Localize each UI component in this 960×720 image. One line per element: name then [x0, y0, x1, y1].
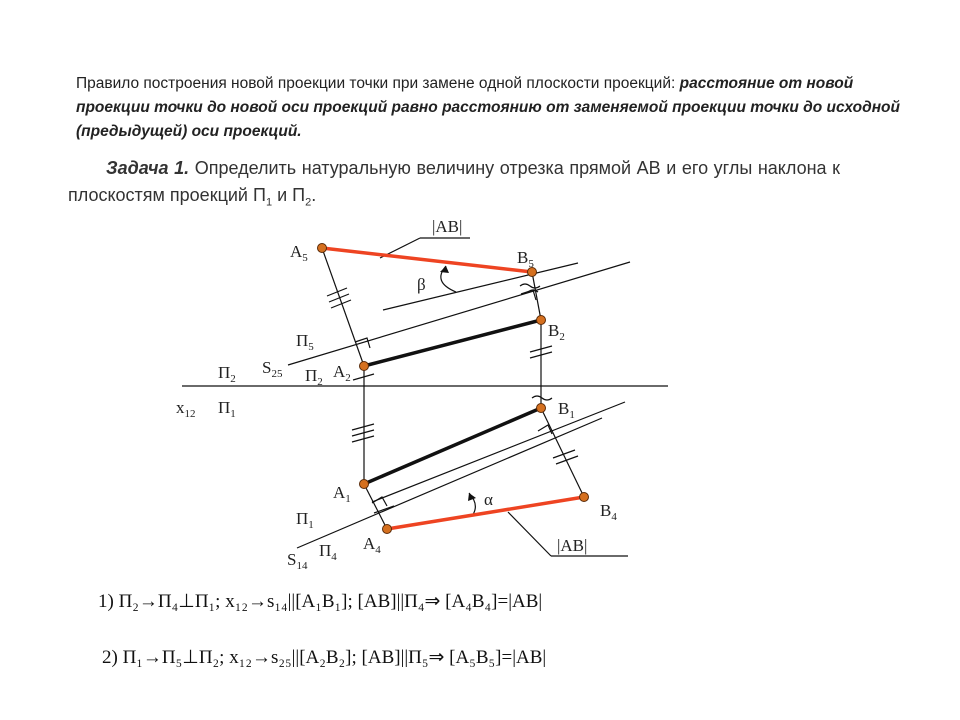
point-B2 [537, 316, 546, 325]
label-A5-letter: A [290, 242, 303, 261]
label-A2-sub: 2 [345, 372, 351, 384]
label-A5-sub: 5 [302, 252, 308, 264]
point-A5 [318, 244, 327, 253]
label-B2-letter: B [548, 321, 560, 340]
leader-bottom [508, 512, 551, 556]
label-P1b-sub: 1 [308, 519, 314, 531]
link-A1-A4 [364, 484, 387, 529]
label-B2-sub: 2 [559, 331, 565, 343]
wave-B1 [532, 396, 552, 400]
label-x12-sub: 12 [184, 408, 196, 420]
ticks-A1A2 [352, 424, 374, 442]
label-ab-top: |AB| [432, 217, 463, 236]
label-P2a-sub: 2 [230, 373, 236, 385]
label-P1a [218, 399, 236, 420]
point-B1 [537, 404, 546, 413]
task-sub1: 1 [265, 196, 273, 209]
label-A4-letter: A [363, 534, 376, 553]
label-P2a-letter: П [218, 363, 231, 382]
point-A1 [360, 480, 369, 489]
label-S14-letter: S [287, 550, 297, 569]
formula-1: 1) П₂→П₄⊥П₁; x₁₂→s₁₄||[A₁B₁]; [AB]||П₄⇒ [A₄B₄]=|AB| [98, 591, 543, 612]
label-S25-letter: S [262, 358, 272, 377]
point-A4 [383, 525, 392, 534]
task-title: Задача 1. [106, 158, 190, 178]
label-A2 [333, 363, 351, 384]
label-P4 [319, 542, 337, 563]
task-mid: и П [272, 185, 306, 205]
segment-A2B2 [364, 320, 541, 366]
label-B4 [600, 502, 617, 523]
label-P2b [305, 367, 323, 388]
label-x12 [176, 399, 196, 420]
axis-s25 [288, 262, 630, 365]
label-A1-letter: A [333, 483, 346, 502]
label-A1-sub: 1 [345, 493, 351, 505]
label-B1-sub: 1 [569, 409, 575, 421]
label-P5-sub: 5 [308, 341, 314, 353]
label-P5-letter: П [296, 331, 309, 350]
label-P1b-letter: П [296, 509, 309, 528]
label-P1a-letter: П [218, 398, 231, 417]
label-S25 [262, 359, 282, 380]
alpha-arrow [468, 493, 476, 501]
label-S14-sub: 14 [296, 560, 308, 572]
label-A4-sub: 4 [375, 544, 381, 556]
label-A4 [363, 535, 381, 556]
label-x12-letter: x [176, 398, 185, 417]
label-S14 [287, 551, 307, 572]
wave-B5 [520, 284, 540, 288]
label-B5-sub: 5 [528, 258, 534, 270]
label-P1b [296, 510, 314, 531]
label-B1-letter: B [558, 399, 570, 418]
label-A1 [333, 484, 351, 505]
link-B5-B2 [532, 272, 541, 320]
label-A5 [290, 243, 308, 264]
label-B4-sub: 4 [611, 511, 617, 523]
task-end: . [311, 185, 317, 205]
label-P4-sub: 4 [331, 551, 337, 563]
label-B5 [517, 249, 534, 270]
label-B1 [558, 400, 575, 421]
label-P5 [296, 332, 314, 353]
rule-lead: Правило построения новой проекции точки при замене одной плоскости проекций: [76, 75, 676, 92]
label-S25-sub: 25 [271, 368, 283, 380]
label-ab-bottom: |AB| [557, 536, 588, 555]
label-alpha: α [484, 490, 493, 509]
label-P1a-sub: 1 [230, 408, 236, 420]
label-A2-letter: A [333, 362, 346, 381]
label-P2a [218, 364, 236, 385]
segment-A5B5 [322, 248, 532, 272]
parallel-line-bottom [372, 402, 625, 502]
task-body: Определить натуральную величину отрезка прямой АВ и его углы наклона к плоскостям проекций П [68, 158, 840, 205]
label-B5-letter: B [517, 248, 529, 267]
ticks-A5A2 [327, 288, 351, 308]
label-P2b-sub: 2 [317, 376, 323, 388]
label-P4-letter: П [319, 541, 332, 560]
point-A2 [360, 362, 369, 371]
label-B2 [548, 322, 565, 343]
ticks-B1B4 [553, 450, 578, 464]
task-sub2: 2 [305, 196, 312, 209]
label-P2b-letter: П [305, 366, 318, 385]
formula-2: 2) П₁→П₅⊥П₂; x₁₂→s₂₅||[A₂B₂]; [AB]||П₅⇒ [A₅B₅]=|AB| [102, 647, 547, 668]
label-B4-letter: B [600, 501, 612, 520]
point-B4 [580, 493, 589, 502]
rule-emphasis: расстояние от новой проекции точки до новой оси проекций равно расстоянию от заменяемой проекции точки до исходной (предыдущей) оси проекций. [76, 75, 900, 140]
label-beta: β [417, 275, 426, 294]
